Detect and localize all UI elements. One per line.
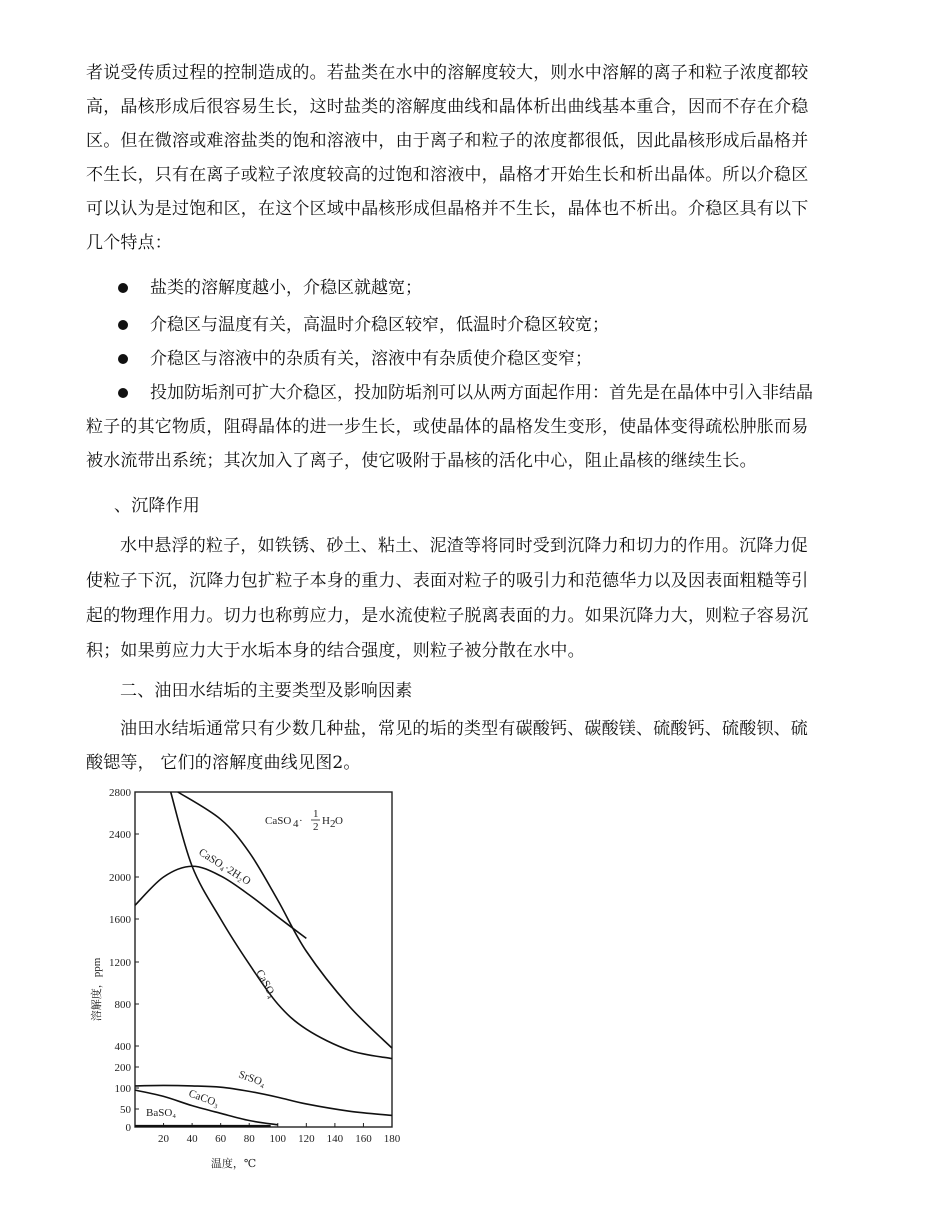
y-tick-label: 100 bbox=[114, 1083, 131, 1095]
label-caso4: CaSO₄ bbox=[253, 967, 279, 1001]
text-line: 粒子的其它物质，阻碍晶体的进一步生长，或使晶体的晶格发生变形，使晶体变得疏松肿胀而易 bbox=[86, 417, 809, 437]
y-tick-label: 2400 bbox=[109, 829, 131, 841]
solubility-chart bbox=[80, 782, 410, 1172]
bullet-item: 介稳区与温度有关，高温时介稳区较窄，低温时介稳区较宽； bbox=[150, 315, 609, 335]
label-part: O bbox=[335, 815, 343, 827]
bullet-item: 介稳区与溶液中的杂质有关，溶液中有杂质使介稳区变窄； bbox=[150, 349, 592, 369]
label-part: 4 bbox=[293, 818, 299, 830]
label-srso4: SrSO₄ bbox=[236, 1068, 268, 1090]
label-part: H bbox=[322, 815, 330, 827]
solubility-chart-svg bbox=[80, 782, 410, 1172]
bullet-icon bbox=[118, 388, 128, 398]
text-line: 积；如果剪应力大于水垢本身的结合强度，则粒子被分散在水中。 bbox=[86, 641, 585, 661]
label-part: · bbox=[299, 815, 303, 827]
x-tick-label: 180 bbox=[383, 1133, 401, 1145]
text-line: 不生长，只有在离子或粒子浓度较高的过饱和溶液中，晶格才开始生长和析出晶体。所以介稳区 bbox=[86, 165, 809, 185]
label-part: 2 bbox=[330, 818, 336, 830]
label-caso4-dihydrate: CaSO₄·2H₂O bbox=[196, 846, 253, 888]
x-tick-label: 80 bbox=[243, 1133, 255, 1145]
y-tick-label: 200 bbox=[114, 1062, 131, 1074]
y-tick-label: 0 bbox=[125, 1122, 131, 1134]
label-part: 2 bbox=[313, 821, 319, 833]
text-line: 起的物理作用力。切力也称剪应力，是水流使粒子脱离表面的力。如果沉降力大，则粒子容易沉 bbox=[86, 606, 809, 626]
x-tick-label: 160 bbox=[355, 1133, 372, 1145]
bullet-icon bbox=[118, 320, 128, 330]
x-tick-label: 120 bbox=[298, 1133, 315, 1145]
text-line: 者说受传质过程的控制造成的。若盐类在水中的溶解度较大，则水中溶解的离子和粒子浓度都较 bbox=[86, 63, 809, 83]
casO4-dihydrate-line bbox=[135, 866, 306, 938]
y-tick-label: 800 bbox=[114, 999, 131, 1011]
y-tick-label: 1200 bbox=[109, 957, 131, 969]
section-heading: 、沉降作用 bbox=[114, 496, 200, 516]
label-part: CaSO bbox=[265, 815, 292, 827]
bullet-item: 投加防垢剂可扩大介稳区，投加防垢剂可以从两方面起作用：首先是在晶体中引入非结晶 bbox=[150, 383, 813, 403]
label-part: 1 bbox=[313, 808, 319, 820]
y-tick-label: 1600 bbox=[109, 914, 131, 926]
text-line: 高，晶核形成后很容易生长，这时盐类的溶解度曲线和晶体析出曲线基本重合，因而不存在介稳 bbox=[86, 97, 809, 117]
text-line: 被水流带出系统；其次加入了离子，使它吸附于晶核的活化中心，阻止晶核的继续生长。 bbox=[86, 451, 757, 471]
y-tick-label: 2000 bbox=[109, 872, 131, 884]
y-tick-label: 50 bbox=[120, 1104, 131, 1116]
y-axis-label: 溶解度，ppm bbox=[91, 957, 103, 1022]
x-tick-label: 140 bbox=[326, 1133, 344, 1145]
y-tick-label: 2800 bbox=[109, 787, 131, 799]
x-tick-label: 60 bbox=[215, 1133, 227, 1145]
casO4-half-hydrate-line bbox=[178, 792, 392, 1048]
bullet-icon bbox=[118, 283, 128, 293]
x-tick-label: 40 bbox=[186, 1133, 198, 1145]
x-tick-label: 100 bbox=[269, 1133, 287, 1145]
label-caco3: CaCO₃ bbox=[186, 1087, 221, 1110]
label-caso4-half-hydrate bbox=[265, 808, 343, 833]
text-line: 油田水结垢通常只有少数几种盐，常见的垢的类型有碳酸钙、碳酸镁、硫酸钙、硫酸钡、硫 bbox=[120, 719, 808, 739]
y-tick-label: 400 bbox=[114, 1041, 131, 1053]
casO4-line bbox=[171, 792, 392, 1059]
label-baso4: BaSO₄ bbox=[146, 1107, 177, 1119]
bullet-icon bbox=[118, 354, 128, 364]
bullet-item: 盐类的溶解度越小，介稳区就越宽； bbox=[150, 278, 422, 298]
text-line: 几个特点： bbox=[86, 233, 172, 253]
text-line: 区。但在微溶或难溶盐类的饱和溶液中，由于离子和粒子的浓度都很低，因此晶核形成后晶格并 bbox=[86, 131, 809, 151]
section-heading: 二、油田水结垢的主要类型及影响因素 bbox=[120, 681, 413, 701]
text-line: 酸锶等， 它们的溶解度曲线见图2。 bbox=[86, 753, 361, 773]
text-line: 水中悬浮的粒子，如铁锈、砂土、粘土、泥渣等将同时受到沉降力和切力的作用。沉降力促 bbox=[120, 536, 808, 556]
text-line: 使粒子下沉，沉降力包扩粒子本身的重力、表面对粒子的吸引力和范德华力以及因表面粗糙等引 bbox=[86, 571, 809, 591]
x-axis-label: 温度，℃ bbox=[210, 1158, 257, 1170]
text-line: 可以认为是过饱和区，在这个区域中晶核形成但晶格并不生长，晶体也不析出。介稳区具有以下 bbox=[86, 199, 809, 219]
x-tick-label: 20 bbox=[158, 1133, 170, 1145]
